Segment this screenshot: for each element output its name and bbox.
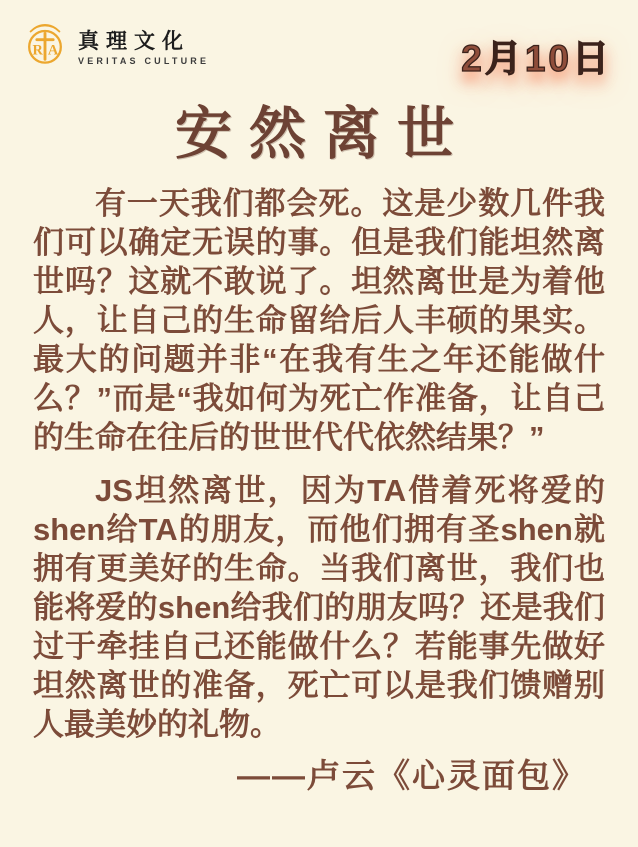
logo: [22, 20, 209, 66]
svg-text:R: R: [32, 42, 43, 59]
logo-text: [78, 21, 209, 66]
svg-text:A: A: [47, 42, 59, 59]
attribution: ——卢云《心灵面包》: [237, 757, 587, 794]
header: [0, 0, 638, 82]
logo-name-en: VERITAS CULTURE: [78, 55, 210, 66]
paragraph-1: 有一天我们都会死。这是少数几件我们可以确定无误的事。但是我们能坦然离世吗？这就不敢说了。坦然离世是为着他人，让自己的生命留给后人丰硕的果实。最大的问题并非“在我有生之年还能做什么？”而是“我如何为死亡作准备，让自己的生命在往后的世世代代依然结果？”: [33, 186, 605, 455]
article-body: [0, 170, 638, 795]
article-title: 安然离世: [175, 102, 471, 166]
rta-monogram-icon: [22, 20, 68, 66]
date-label: 2月10日: [461, 38, 612, 79]
paragraph-2: JS坦然离世，因为TA借着死将爱的shen给TA的朋友，而他们拥有圣shen就拥有更美好的生命。当我们离世，我们也能将爱的shen给我们的朋友吗？还是我们过于牵挂自己还能做什么？若能事先做好坦然离世的准备，死亡可以是我们馈赠别人最美妙的礼物。: [33, 473, 605, 742]
logo-name-cn: 真理文化: [78, 29, 190, 53]
